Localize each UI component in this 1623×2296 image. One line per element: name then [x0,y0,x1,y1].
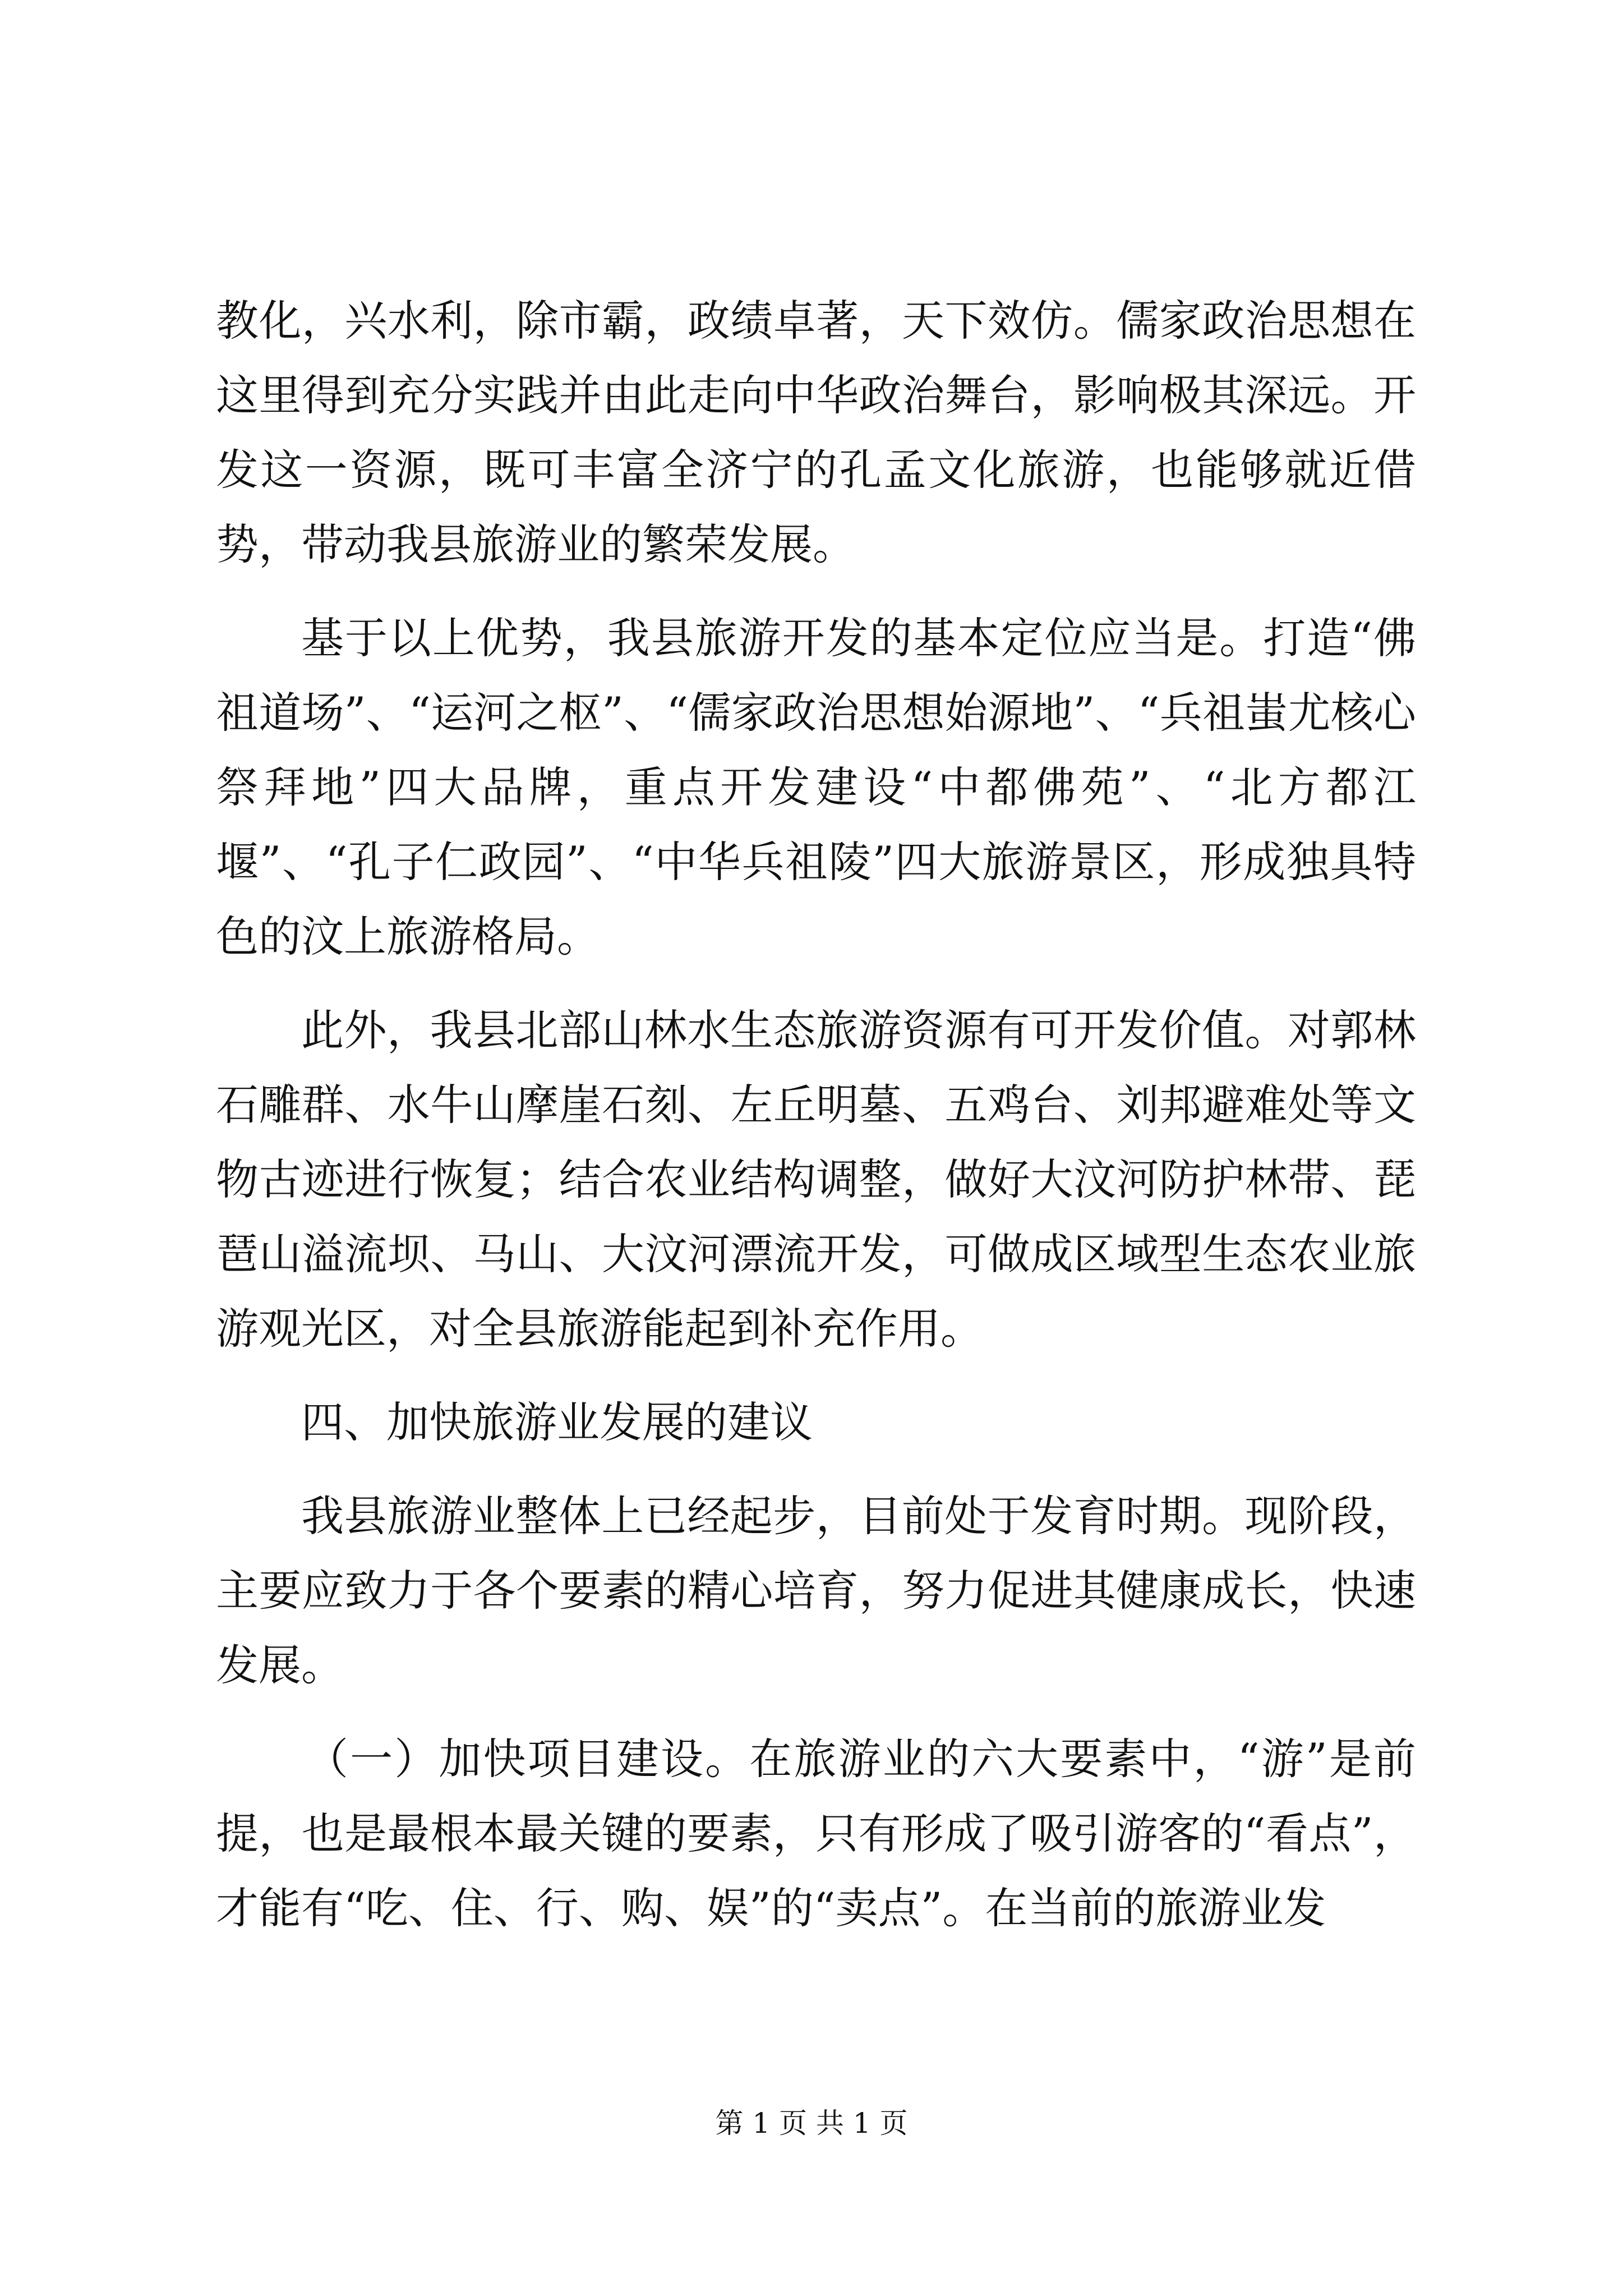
paragraph-development-stage: 我县旅游业整体上已经起步，目前处于发育时期。现阶段，主要应致力于各个要素的精心培育，努力促进其健康成长，快速发展。 [216,1491,1416,1690]
paragraph-ecotourism: 此外，我县北部山林水生态旅游资源有可开发价值。对郭林石雕群、水牛山摩崖石刻、左丘明墓、五鸡台、刘邦避难处等文物古迹进行恢复；结合农业结构调整，做好大汶河防护林带、琵琶山溢流坝、马山、大汶河漂流开发，可做成区域型生态农业旅游观光区，对全县旅游能起到补充作用。 [216,1005,1416,1354]
page-number-footer: 第 1 页 共 1 页 [715,2107,908,2139]
section-heading: 四、加快旅游业发展的建议 [301,1397,813,1447]
paragraph-positioning: 基于以上优势，我县旅游开发的基本定位应当是。打造“佛祖道场”、“运河之枢”、“儒家政治思想始源地”、“兵祖蚩尤核心祭拜地”四大品牌，重点开发建设“中都佛苑”、“北方都江堰”、“孔子仁政园”、“中华兵祖陵”四大旅游景区，形成独具特色的汶上旅游格局。 [216,613,1416,961]
paragraph-project-construction: （一）加快项目建设。在旅游业的六大要素中，“游”是前提，也是最根本最关键的要素，只有形成了吸引游客的“看点”，才能有“吃、住、行、购、娱”的“卖点”。在当前的旅游业发 [216,1734,1416,1933]
paragraph-continuation: 教化，兴水利，除市霸，政绩卓著，天下效仿。儒家政治思想在这里得到充分实践并由此走向中华政治舞台，影响极其深远。开发这一资源，既可丰富全济宁的孔孟文化旅游，也能够就近借势，带动我县旅游业的繁荣发展。 [216,296,1416,569]
body-text [216,283,1416,1964]
